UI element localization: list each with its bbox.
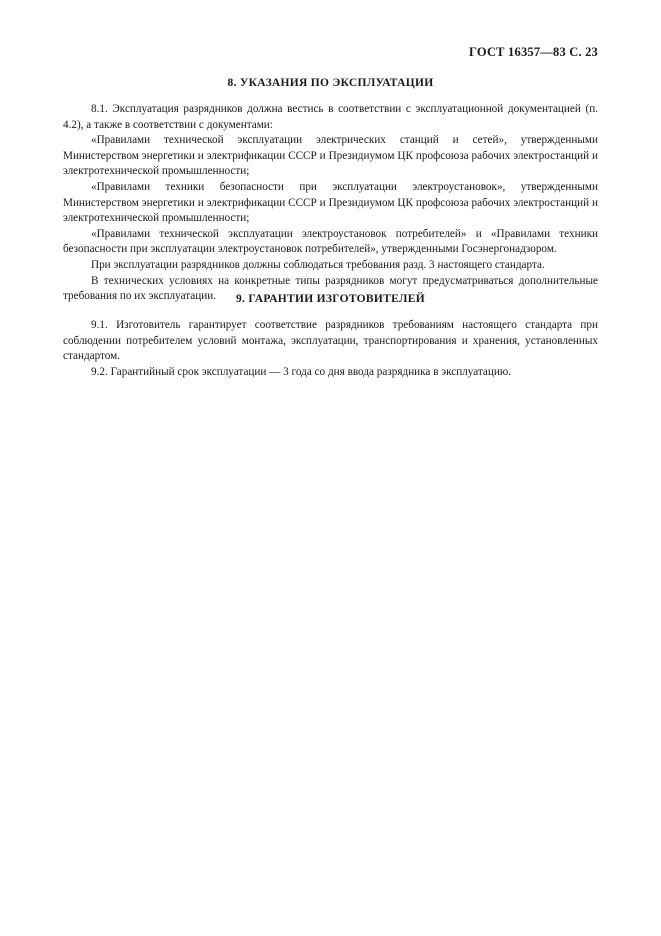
section-9-body	[63, 318, 598, 380]
section-8-body	[63, 102, 598, 305]
page-header-standard-ref: ГОСТ 16357—83 С. 23	[469, 45, 598, 59]
section-9-title: 9. ГАРАНТИИ ИЗГОТОВИТЕЛЕЙ	[235, 293, 426, 305]
paragraph-9-2: 9.2. Гарантийный срок эксплуатации — 3 года со дня ввода разрядника в эксплуатацию.	[91, 365, 512, 378]
paragraph-8-technical-conditions: В технических условиях на конкретные типы разрядников могут предусматриваться дополнительные требования по их эксплуатации.	[63, 274, 598, 303]
paragraph-8-rules-power-stations: «Правилами технической эксплуатации электрических станций и сетей», утвержденными Министерством энергетики и электрификации СССР и Президиумом ЦК профсоюза рабочих электростанций и электротехнической промышленности;	[63, 134, 598, 178]
section-8-title: 8. УКАЗАНИЯ ПО ЭКСПЛУАТАЦИИ	[227, 77, 434, 89]
paragraph-8-1: 8.1. Эксплуатация разрядников должна вестись в соответствии с эксплуатационной документацией (п. 4.2), а также в соответствии с документами:	[63, 103, 598, 131]
paragraph-8-rules-safety: «Правилами техники безопасности при эксплуатации электроустановок», утвержденными Министерством энергетики и электрификации СССР и Президиумом ЦК профсоюза рабочих электростанций и электротехнической промышленности;	[63, 180, 598, 225]
paragraph-9-1: 9.1. Изготовитель гарантирует соответствие разрядников требованиям настоящего стандарта при соблюдении потребителем условий монтажа, эксплуатации, транспортирования и хранения, установленных стандартом.	[63, 319, 598, 363]
section-8	[63, 77, 598, 305]
section-9	[63, 293, 598, 380]
paragraph-8-requirements: При эксплуатации разрядников должны соблюдаться требования разд. 3 настоящего стандарта.	[91, 258, 545, 271]
paragraph-8-rules-consumers: «Правилами технической эксплуатации электроустановок потребителей» и «Правилами техники безопасности при эксплуатации электроустановок потребителей», утвержденными Госэнергонадзором.	[63, 227, 598, 256]
